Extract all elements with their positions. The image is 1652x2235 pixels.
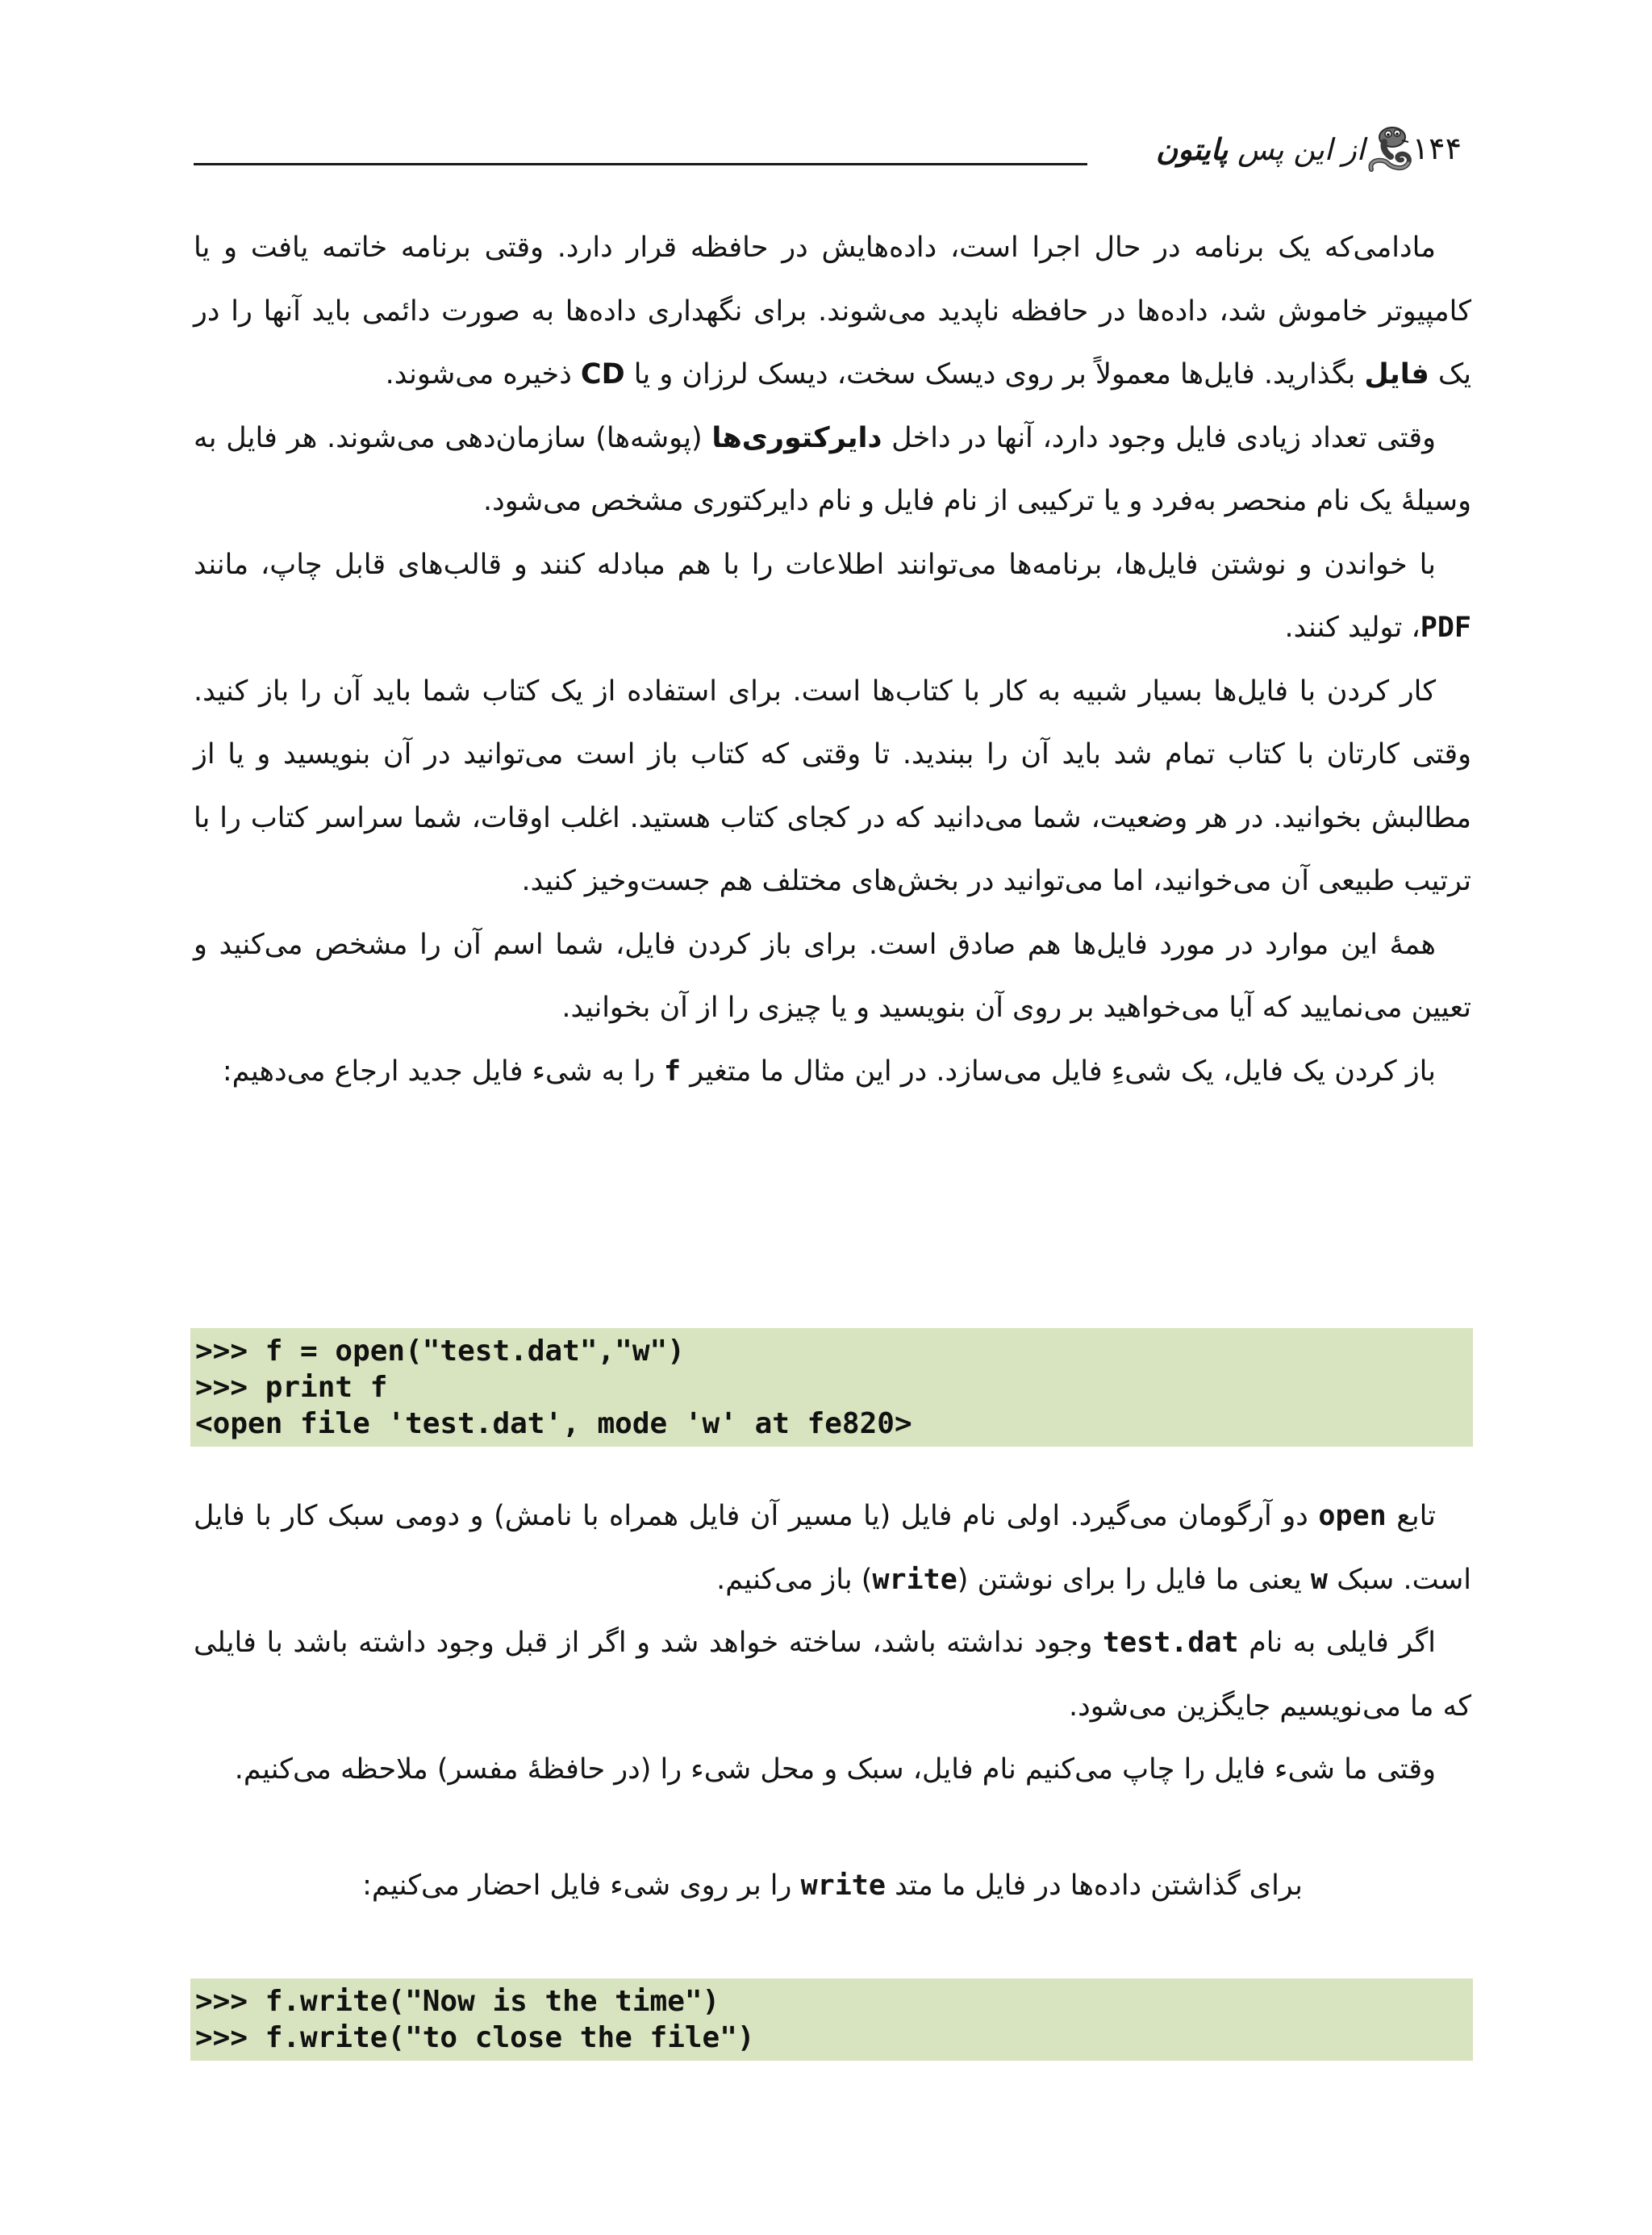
bold-term: CD [580,358,625,391]
paragraph [194,1854,1471,1918]
text-run: ذخیره می‌شوند. [385,358,581,391]
page-number: ۱۴۴ [1412,131,1462,166]
running-title-prefix: از این پس [1228,132,1365,167]
inline-code: PDF [1420,612,1471,644]
code-line: >>> print f [195,1371,388,1404]
inline-code: open [1318,1500,1387,1532]
text-run: اگر فایلی به نام [1238,1627,1436,1659]
body-text-write-intro [194,1854,1471,1918]
inline-code: test.dat [1103,1627,1239,1659]
text-run: وقتی ما شیء فایل را چاپ می‌کنیم نام فایل، سبک و محل شیء را (در حافظهٔ مفسر) ملاحظه می‌کنیم. [234,1753,1436,1786]
running-title-python: پایتون [1156,132,1229,167]
text-run: مادامی‌که یک برنامه در حال اجرا است، داده‌هایش در حافظه قرار دارد. وقتی برنامه خاتمه یافت و یا کامپیوتر خاموش شد، داده‌ها در حافظه ناپدید می‌شوند. برای نگهداری داده‌ها به صورت دائمی باید آنها را در یک [194,232,1471,391]
text-run: کار کردن با فایل‌ها بسیار شبیه به کار با کتاب‌ها است. برای استفاده از یک کتاب شما باید آن را باز کنید. وقتی کارتان با کتاب تمام شد باید آن را ببندید. تا وقتی که کتاب باز است می‌توانید در آن بنویسید و یا از مطالبش بخوانید. در هر وضعیت، شما می‌دانید که در کجای کتاب هستید. اغلب اوقات، شما سراسر کتاب را با ترتیب طبیعی آن می‌خوانید، اما می‌توانید در بخش‌های مختلف هم جست‌وخیز کنید. [194,675,1471,897]
text-run: (پوشه‌ها) سازمان‌دهی می‌شوند. هر فایل به وسیلهٔ یک نام منحصر به‌فرد و یا ترکیبی از نام فایل و نام دایرکتوری مشخص می‌شود. [194,421,1471,517]
code-line: >>> f = open("test.dat","w") [195,1335,685,1368]
text-run: وجود نداشته باشد، ساخته خواهد شد و اگر از قبل وجود داشته باشد با فایلی که ما می‌نویسیم جایگزین می‌شود. [194,1627,1471,1723]
inline-code: w [1310,1563,1328,1596]
code-line: >>> f.write("to close the file") [195,2021,755,2054]
paragraph [194,216,1471,407]
code-block-open [190,1328,1473,1447]
body-text-lower [194,1485,1471,1802]
paragraph [194,1738,1471,1802]
paragraph [194,660,1471,913]
code-line: <open file 'test.dat', mode 'w' at fe820> [195,1407,912,1440]
paragraph [194,1485,1471,1611]
running-title [1156,132,1365,167]
paragraph [194,1611,1471,1738]
paragraph [194,407,1471,533]
python-snake-icon [1363,121,1415,179]
text-run: بگذارید. فایل‌ها معمولاً بر روی دیسک سخت، دیسک لرزان و یا [624,358,1365,391]
bold-term: فایل [1364,358,1429,391]
text-run: ، تولید کنند. [1284,612,1420,644]
text-run: باز کردن یک فایل، یک شیءِ فایل می‌سازد. در این مثال ما متغیر [681,1055,1436,1088]
text-run: با خواندن و نوشتن فایل‌ها، برنامه‌ها می‌توانند اطلاعات را با هم مبادله کنند و قالب‌های قابل چاپ، مانند [194,548,1436,581]
inline-code: write [872,1563,957,1596]
inline-code: write [800,1869,886,1902]
paragraph [194,913,1471,1040]
bold-term: دایرکتوری‌ها [711,421,882,454]
text-run: برای گذاشتن داده‌ها در فایل ما متد [885,1869,1303,1902]
paragraph [194,533,1471,660]
paragraph [194,1040,1471,1104]
text-run: یعنی ما فایل را برای نوشتن ( [957,1563,1311,1596]
text-run: وقتی تعداد زیادی فایل وجود دارد، آنها در داخل [882,421,1436,454]
text-run: ) باز می‌کنیم. [716,1563,873,1596]
code-line: >>> f.write("Now is the time") [195,1985,720,2018]
text-run: تابع [1386,1500,1436,1532]
page-header [194,121,1462,186]
code-block-write [190,1978,1473,2061]
header-rule [194,163,1087,165]
text-run: را بر روی شیء فایل احضار می‌کنیم: [362,1869,801,1902]
body-text-upper [194,216,1471,1103]
text-run: را به شیء فایل جدید ارجاع می‌دهیم: [222,1055,665,1088]
text-run: دو آرگومان می‌گیرد. اولی نام فایل (یا مسیر آن فایل همراه با نامش) و دومی سبک کار با فایل است. سبک [194,1500,1471,1596]
inline-code: f [664,1055,682,1088]
text-run: همهٔ این موارد در مورد فایل‌ها هم صادق است. برای باز کردن فایل، شما اسم آن را مشخص می‌کنید و تعیین می‌نمایید که آیا می‌خواهید بر روی آن بنویسید و یا چیزی را از آن بخوانید. [194,928,1471,1024]
